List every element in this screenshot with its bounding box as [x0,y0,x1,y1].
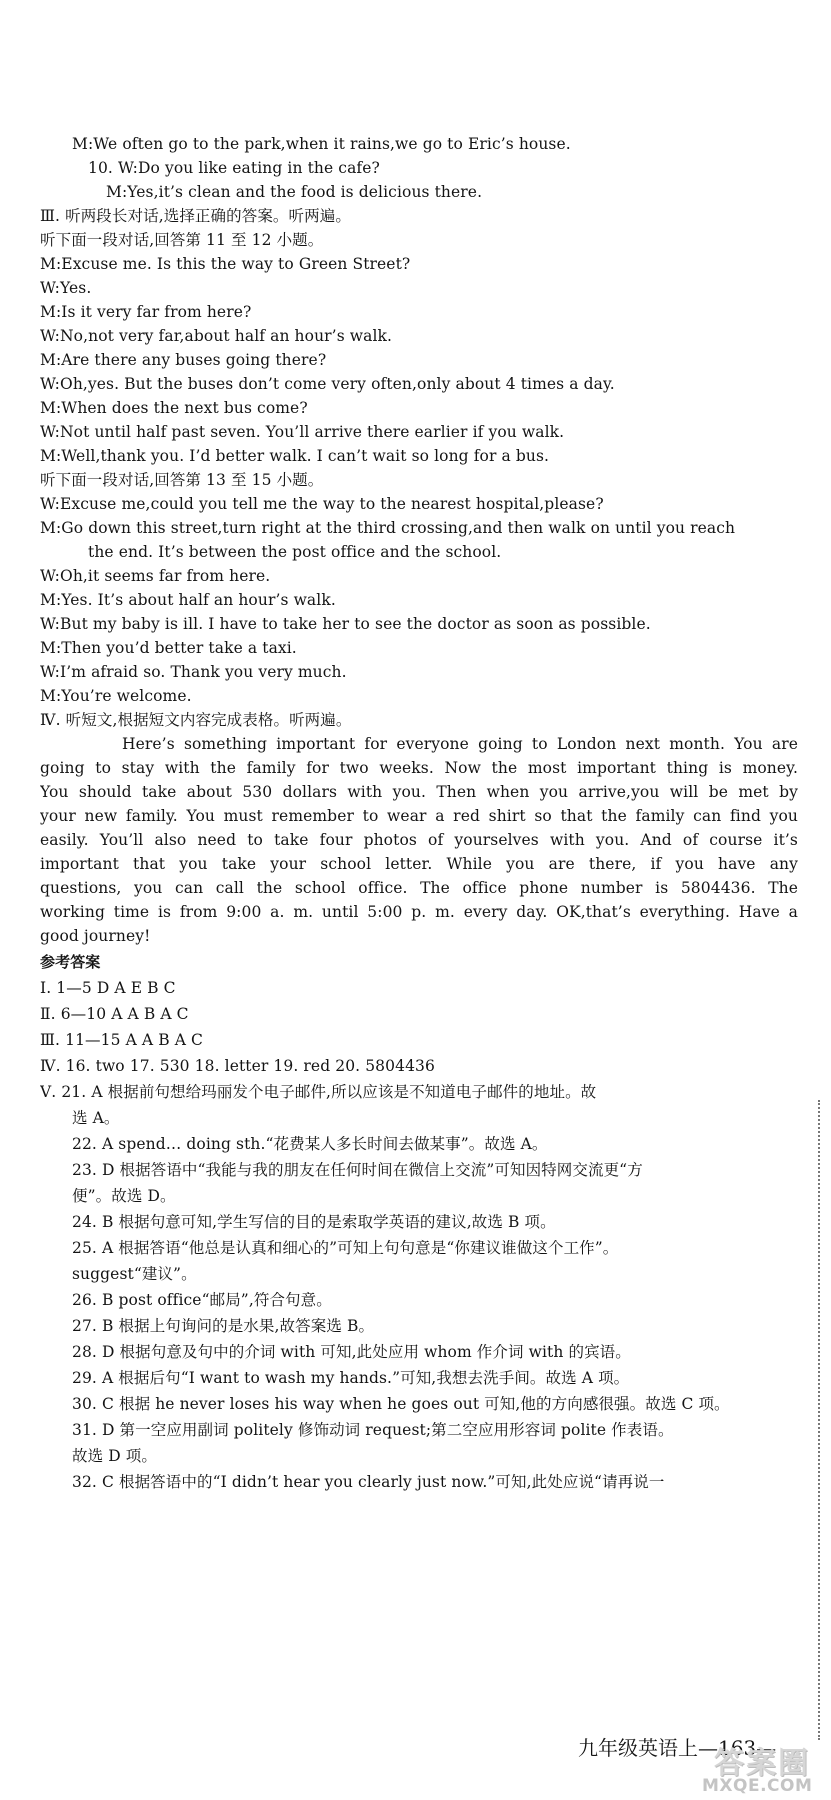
answer-line: 27. B 根据上句询问的是水果,故答案选 B。 [72,1317,375,1335]
answer-line: 28. D 根据句意及句中的介词 with 可知,此处应用 whom 作介词 with 的宾语。 [72,1343,631,1361]
answer-key-heading: 参考答案 [40,953,101,971]
text-line: W:I’m afraid so. Thank you very much. [40,663,347,681]
page-footer: 九年级英语上—163— [578,1736,777,1760]
passage-line: Here’s something important for everyone going to London next month. You are [122,735,798,753]
text-line: W:No,not very far,about half an hour’s walk. [40,327,393,345]
page-edge-rule [818,1100,820,1740]
text-line: M:Yes. It’s about half an hour’s walk. [40,591,336,609]
text-line: W:Excuse me,could you tell me the way to the nearest hospital,please? [40,495,604,513]
text-line: the end. It’s between the post office and the school. [88,543,502,561]
text-line: M:When does the next bus come? [40,399,308,417]
passage-line: easily. You’ll also need to take four photos of yourselves with you. And of course it’s [40,831,798,849]
answer-line: Ⅴ. 21. A 根据前句想给玛丽发个电子邮件,所以应该是不知道电子邮件的地址。故 [40,1083,597,1101]
answer-line: 便”。故选 D。 [72,1187,176,1205]
passage-line: You should take about 530 dollars with you. Then when you arrive,you will be met by [40,783,798,801]
passage-line: your new family. You must remember to wear a red shirt so that the family can find you [40,807,798,825]
text-line: M:You’re welcome. [40,687,192,705]
answer-line: 32. C 根据答语中的“I didn’t hear you clearly just now.”可知,此处应说“请再说一 [72,1473,665,1491]
answer-line: Ⅲ. 11—15 A A B A C [40,1031,204,1049]
text-line: M:Are there any buses going there? [40,351,327,369]
passage-line: important that you take your school letter. While you are there, if you have any [40,855,798,873]
answer-line: Ⅱ. 6—10 A A B A C [40,1005,189,1023]
instruction-line: 听下面一段对话,回答第 13 至 15 小题。 [40,471,324,489]
answer-line: Ⅳ. 16. two 17. 530 18. letter 19. red 20. 5804436 [40,1057,435,1075]
text-line: M:We often go to the park,when it rains,we go to Eric’s house. [72,135,571,153]
text-line: 10. W:Do you like eating in the cafe? [88,159,380,177]
answer-line: 选 A。 [72,1109,120,1127]
passage-line: questions, you can call the school office. The office phone number is 5804436. The [40,879,798,897]
text-line: W:Oh,it seems far from here. [40,567,271,585]
text-line: M:Yes,it’s clean and the food is delicious there. [106,183,483,201]
answer-line: 23. D 根据答语中“我能与我的朋友在任何时间在微信上交流”可知因特网交流更“方 [72,1161,643,1179]
watermark-logo-text: 答案圈 [714,1746,810,1781]
watermark-url-text: MXQE.COM [702,1776,813,1796]
section-heading: Ⅲ. 听两段长对话,选择正确的答案。听两遍。 [40,207,351,225]
answer-line: 25. A 根据答语“他总是认真和细心的”可知上句句意是“你建议谁做这个工作”。 [72,1239,619,1257]
text-line: W:Oh,yes. But the buses don’t come very often,only about 4 times a day. [40,375,615,393]
passage-line: going to stay with the family for two weeks. Now the most important thing is money. [40,759,798,777]
text-line: W:Yes. [40,279,92,297]
answer-line: suggest“建议”。 [72,1265,197,1283]
text-line: M:Well,thank you. I’d better walk. I can’t wait so long for a bus. [40,447,550,465]
answer-line: 30. C 根据 he never loses his way when he goes out 可知,他的方向感很强。故选 C 项。 [72,1395,730,1413]
answer-line: Ⅰ. 1—5 D A E B C [40,979,176,997]
text-line: W:But my baby is ill. I have to take her to see the doctor as soon as possible. [40,615,651,633]
answer-line: 29. A 根据后句“I want to wash my hands.”可知,我想去洗手间。故选 A 项。 [72,1369,630,1387]
section-heading: Ⅳ. 听短文,根据短文内容完成表格。听两遍。 [40,711,352,729]
text-line: W:Not until half past seven. You’ll arrive there earlier if you walk. [40,423,565,441]
passage-line: good journey! [40,927,151,945]
answer-line: 22. A spend… doing sth.“花费某人多长时间去做某事”。故选 A。 [72,1135,548,1153]
answer-line: 26. B post office“邮局”,符合句意。 [72,1291,332,1309]
passage-line: working time is from 9:00 a. m. until 5:00 p. m. every day. OK,that’s everything. Have a [40,903,798,921]
answer-line: 故选 D 项。 [72,1447,157,1465]
text-line: M:Excuse me. Is this the way to Green Street? [40,255,411,273]
text-line: M:Go down this street,turn right at the third crossing,and then walk on until you reach [40,519,736,537]
answer-line: 24. B 根据句意可知,学生写信的目的是索取学英语的建议,故选 B 项。 [72,1213,556,1231]
text-line: M:Is it very far from here? [40,303,252,321]
watermark-logo [700,1738,828,1798]
instruction-line: 听下面一段对话,回答第 11 至 12 小题。 [40,231,324,249]
answer-line: 31. D 第一空应用副词 politely 修饰动词 request;第二空应用形容词 polite 作表语。 [72,1421,674,1439]
text-line: M:Then you’d better take a taxi. [40,639,297,657]
